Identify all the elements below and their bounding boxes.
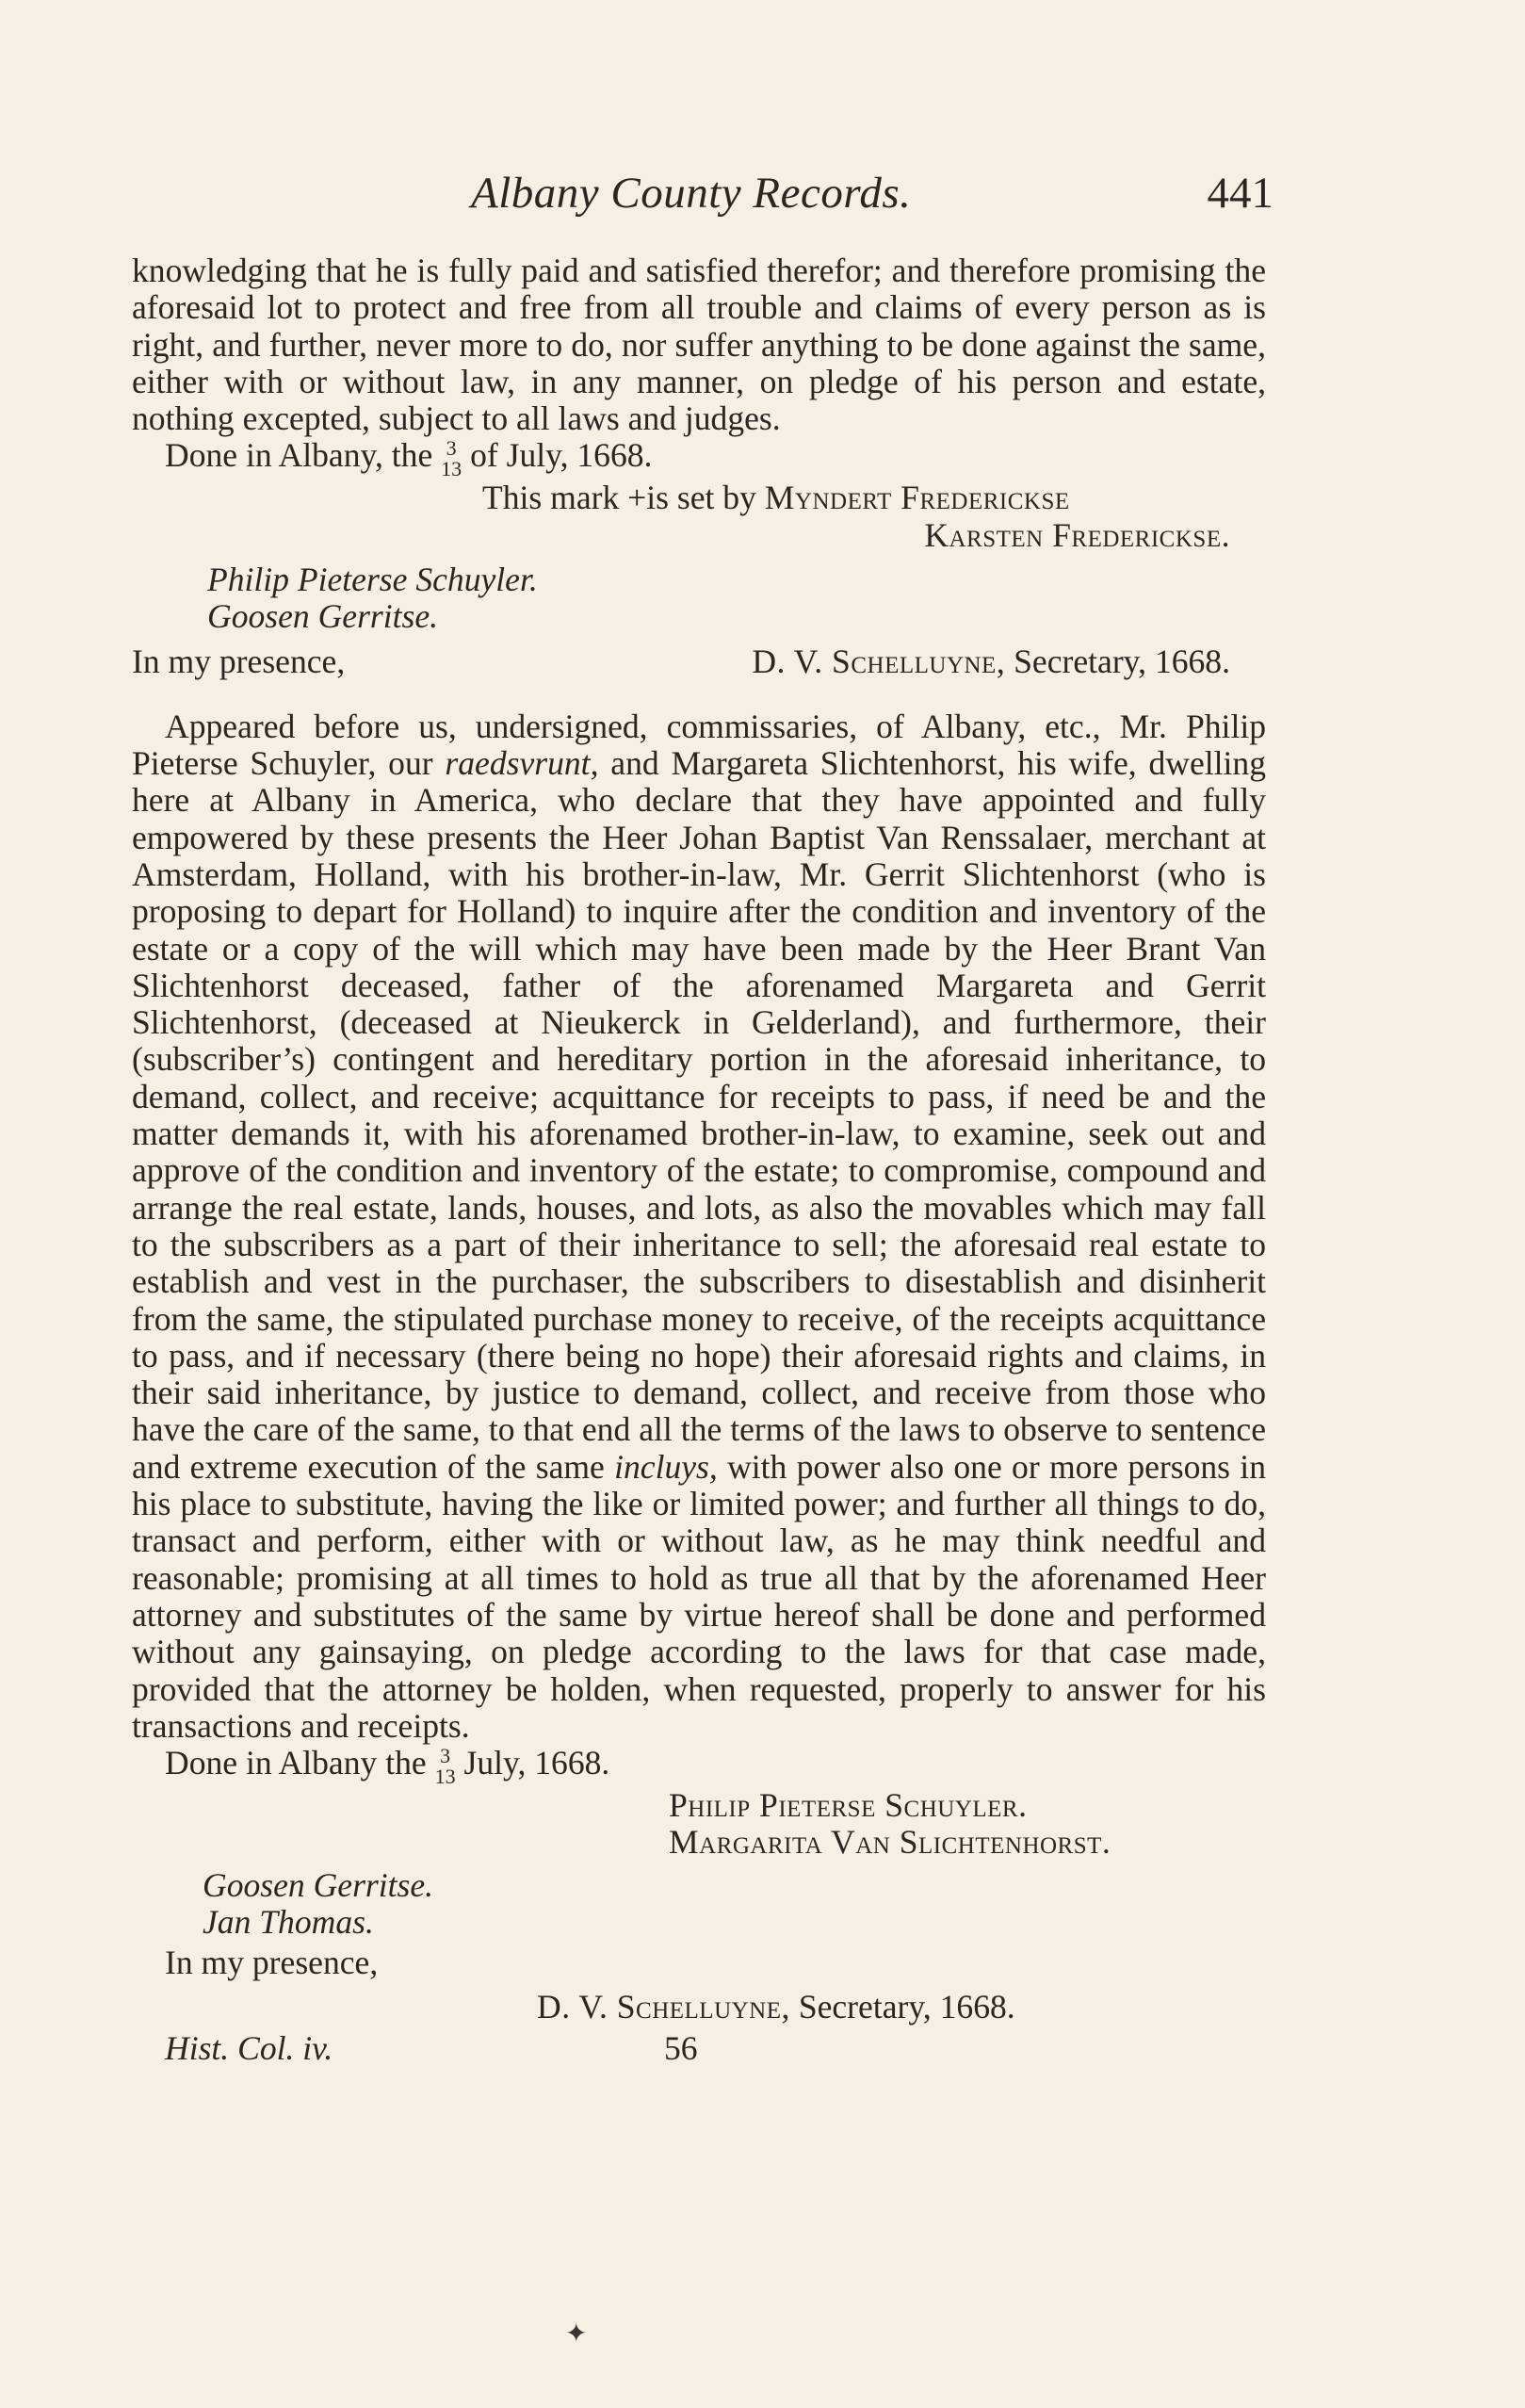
witness-4: Jan Thomas. xyxy=(203,1902,374,1941)
spacer xyxy=(132,680,1266,708)
presence-label-2: In my presence, xyxy=(165,1944,379,1982)
signer-name: Myndert Fredericksе xyxy=(764,479,1070,517)
ink-speck: ✦ xyxy=(565,2318,588,2349)
page-header xyxy=(132,168,1274,224)
signer-3: Philip Pieterse Schuyler. xyxy=(669,1785,1028,1824)
signer-4: Margarita Van Slichtenhorst. xyxy=(669,1823,1111,1862)
mark-line: This mark +is set by Myndert Fredericksе xyxy=(482,479,1070,517)
sheet-number: 56 xyxy=(664,2028,698,2067)
date-fraction-2: 3 13 xyxy=(434,1743,456,1788)
secretary-signature-2: D. V. Schelluyne, Secretary, 1668. xyxy=(537,1988,1015,2026)
body-text xyxy=(132,252,1266,2067)
cross-mark: + xyxy=(627,479,647,517)
paragraph-2: Appeared before us, undersigned, commissaries, of Albany, etc., Mr. Philip Pieterse Schuyler, our raedsvrunt, and Margareta Slichtenhorst, his wife, dwelling here at Albany in America, who declare that they have appointed and fully empowered by these presents the Heer Johan Baptist Van Renssalaer, merchant at Amsterdam, Holland, with his brother-in-law, Mr. Gerrit Slichtenhorst (who is proposing to depart for Holland) to inquire after the condition and inventory of the estate or a copy of the will which may have been made by the Heer Brant Van Slichtenhorst deceased, father of the aforenamed Margareta and Gerrit Slichtenhorst, (deceased at Nieukerck in Gelderland), and furthermore, their (subscriber’s) contingent and hereditary portion in the aforesaid inheritance, to demand, collect, and receive; acquittance for receipts to pass, if need be and the matter demands it, with his aforenamed brother-in-law, to examine, seek out and approve of the condition and inventory of the estate; to compromise, compound and arrange the real estate, lands, houses, and lots, as also the movables which may fall to the subscribers as a part of their inheritance to sell; the aforesaid real estate to establish and vest in the purchaser, the subscribers to disestablish and disinherit from the same, the stipulated purchase money to receive, of the receipts acquittance to pass, and if necessary (there being no hope) their aforesaid rights and claims, in their said inheritance, by justice to demand, collect, and receive from those who have the care of the same, to that end all the terms of the laws to observe to sentence and extreme execution of the same incluys, with power also one or more persons in his place to substitute, having the like or limited power; and further all things to do, transact and perform, either with or without law, as he may think needful and reasonable; promising at all times to hold as true all that by the aforenamed Heer attorney and substitutes of the same by virtue hereof shall be done and performed without any gainsaying, on pledge according to the laws for that case made, provided that the attorney be holden, when requested, properly to answer for his transactions and receipts. xyxy=(132,707,1266,1745)
presence-row-1 xyxy=(132,643,1266,680)
signature-mark: Hist. Col. iv. xyxy=(165,2028,333,2067)
paragraph-1: knowledging that he is fully paid and satisfied therefor; and therefore promising the aforesaid lot to protect and free from all trouble and claims of every person as is right, and further, never more to do, nor suffer anything to be done against the same, either with or without law, in any manner, on pledge of his person and estate, nothing excepted, subject to all laws and judges. xyxy=(132,252,1266,438)
witness-2: Goosen Gerritse. xyxy=(207,597,439,636)
signer-2: Karsten Fredericksе. xyxy=(924,515,1230,554)
done-line-1 xyxy=(132,437,1266,480)
secretary-signature: D. V. Schelluyne, Secretary, 1668. xyxy=(752,642,1230,680)
running-title: Albany County Records. xyxy=(471,169,912,218)
done-suffix: of July, 1668. xyxy=(470,436,653,475)
witness-1: Philip Pieterse Schuyler. xyxy=(207,560,538,598)
date-fraction: 3 13 xyxy=(441,436,462,481)
presence-label: In my presence, xyxy=(132,642,346,680)
done-prefix: Done in Albany, the xyxy=(165,436,433,475)
page-number: 441 xyxy=(1207,169,1274,218)
page-footer xyxy=(132,2030,1266,2067)
done-line-2: Done in Albany the 3 13 July, 1668. xyxy=(165,1743,610,1788)
witness-3: Goosen Gerritse. xyxy=(203,1865,434,1904)
